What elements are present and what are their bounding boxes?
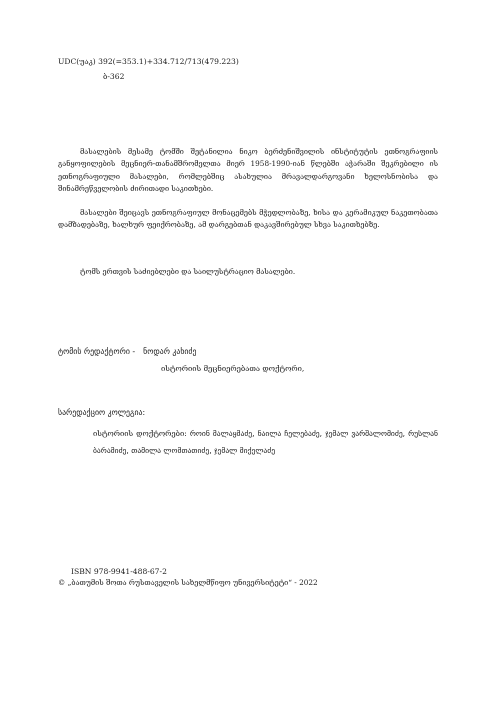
volume-editor-title: ისტორიის მეცნიერებათა დოქტორი,	[161, 364, 305, 373]
volume-editor-label: ტომის რედაქტორი -	[58, 347, 136, 356]
intro-paragraph-2: მასალები შეიცავს ეთნოგრაფიულ მონაცემებს მჭედლობაზე, ხისა და კერამიკულ ნაკეთობათა დამზადებაზე, ხალხურ ფეიქრობაზე, ამ დარგებთან დაკავშირებულ სხვა საკითხებზე.	[58, 208, 438, 230]
intro-paragraph-1: მასალების მესამე ტომში შეტანილია ნიკო ბერძენიშვილის ინსტიტუტის ეთნოგრაფიის განყოფილების მეცნიერ-თანამშრომელთა მიერ 1958-1990-იან წლებში აჭარაში შეკრებილი ის ეთნოგრაფიული მასალები, რომლებშიც ასახულია მრავალდარგოვანი ხელოსნობისა და შინამრეწველობის ძირითადი საკითხები.	[58, 147, 438, 194]
intro-paragraph-3: ტომს ერთვის საძიებლები და საილუსტრაციო მასალები.	[80, 267, 296, 276]
editorial-board-prefix: ისტორიის დოქტორები:	[93, 429, 187, 438]
editorial-board-members	[93, 426, 438, 459]
volume-editor-name: ნოდარ კახიძე	[143, 347, 197, 356]
udc-author-mark: ბ-362	[103, 72, 125, 81]
copyright: © „ბათუმის შოთა რუსთაველის სახელმწიფო უნივერსიტეტი“ - 2022	[58, 578, 318, 587]
isbn: ISBN 978-9941-488-67-2	[71, 567, 167, 576]
editorial-board-heading: სარედაქციო კოლეგია:	[58, 408, 146, 417]
volume-editor	[58, 347, 196, 356]
editorial-board-names: როინ მალაყმაძე, ნაილა ჩელებაძე, ჯემალ ვარშალომიძე, რუსლან ბარამიძე, თამილა ლომთათიძე, ჯემალ მიქელაძე	[93, 429, 439, 455]
udc-code: UDC(უაკ) 392(=353.1)+334.712/713(479.223)	[58, 57, 239, 66]
